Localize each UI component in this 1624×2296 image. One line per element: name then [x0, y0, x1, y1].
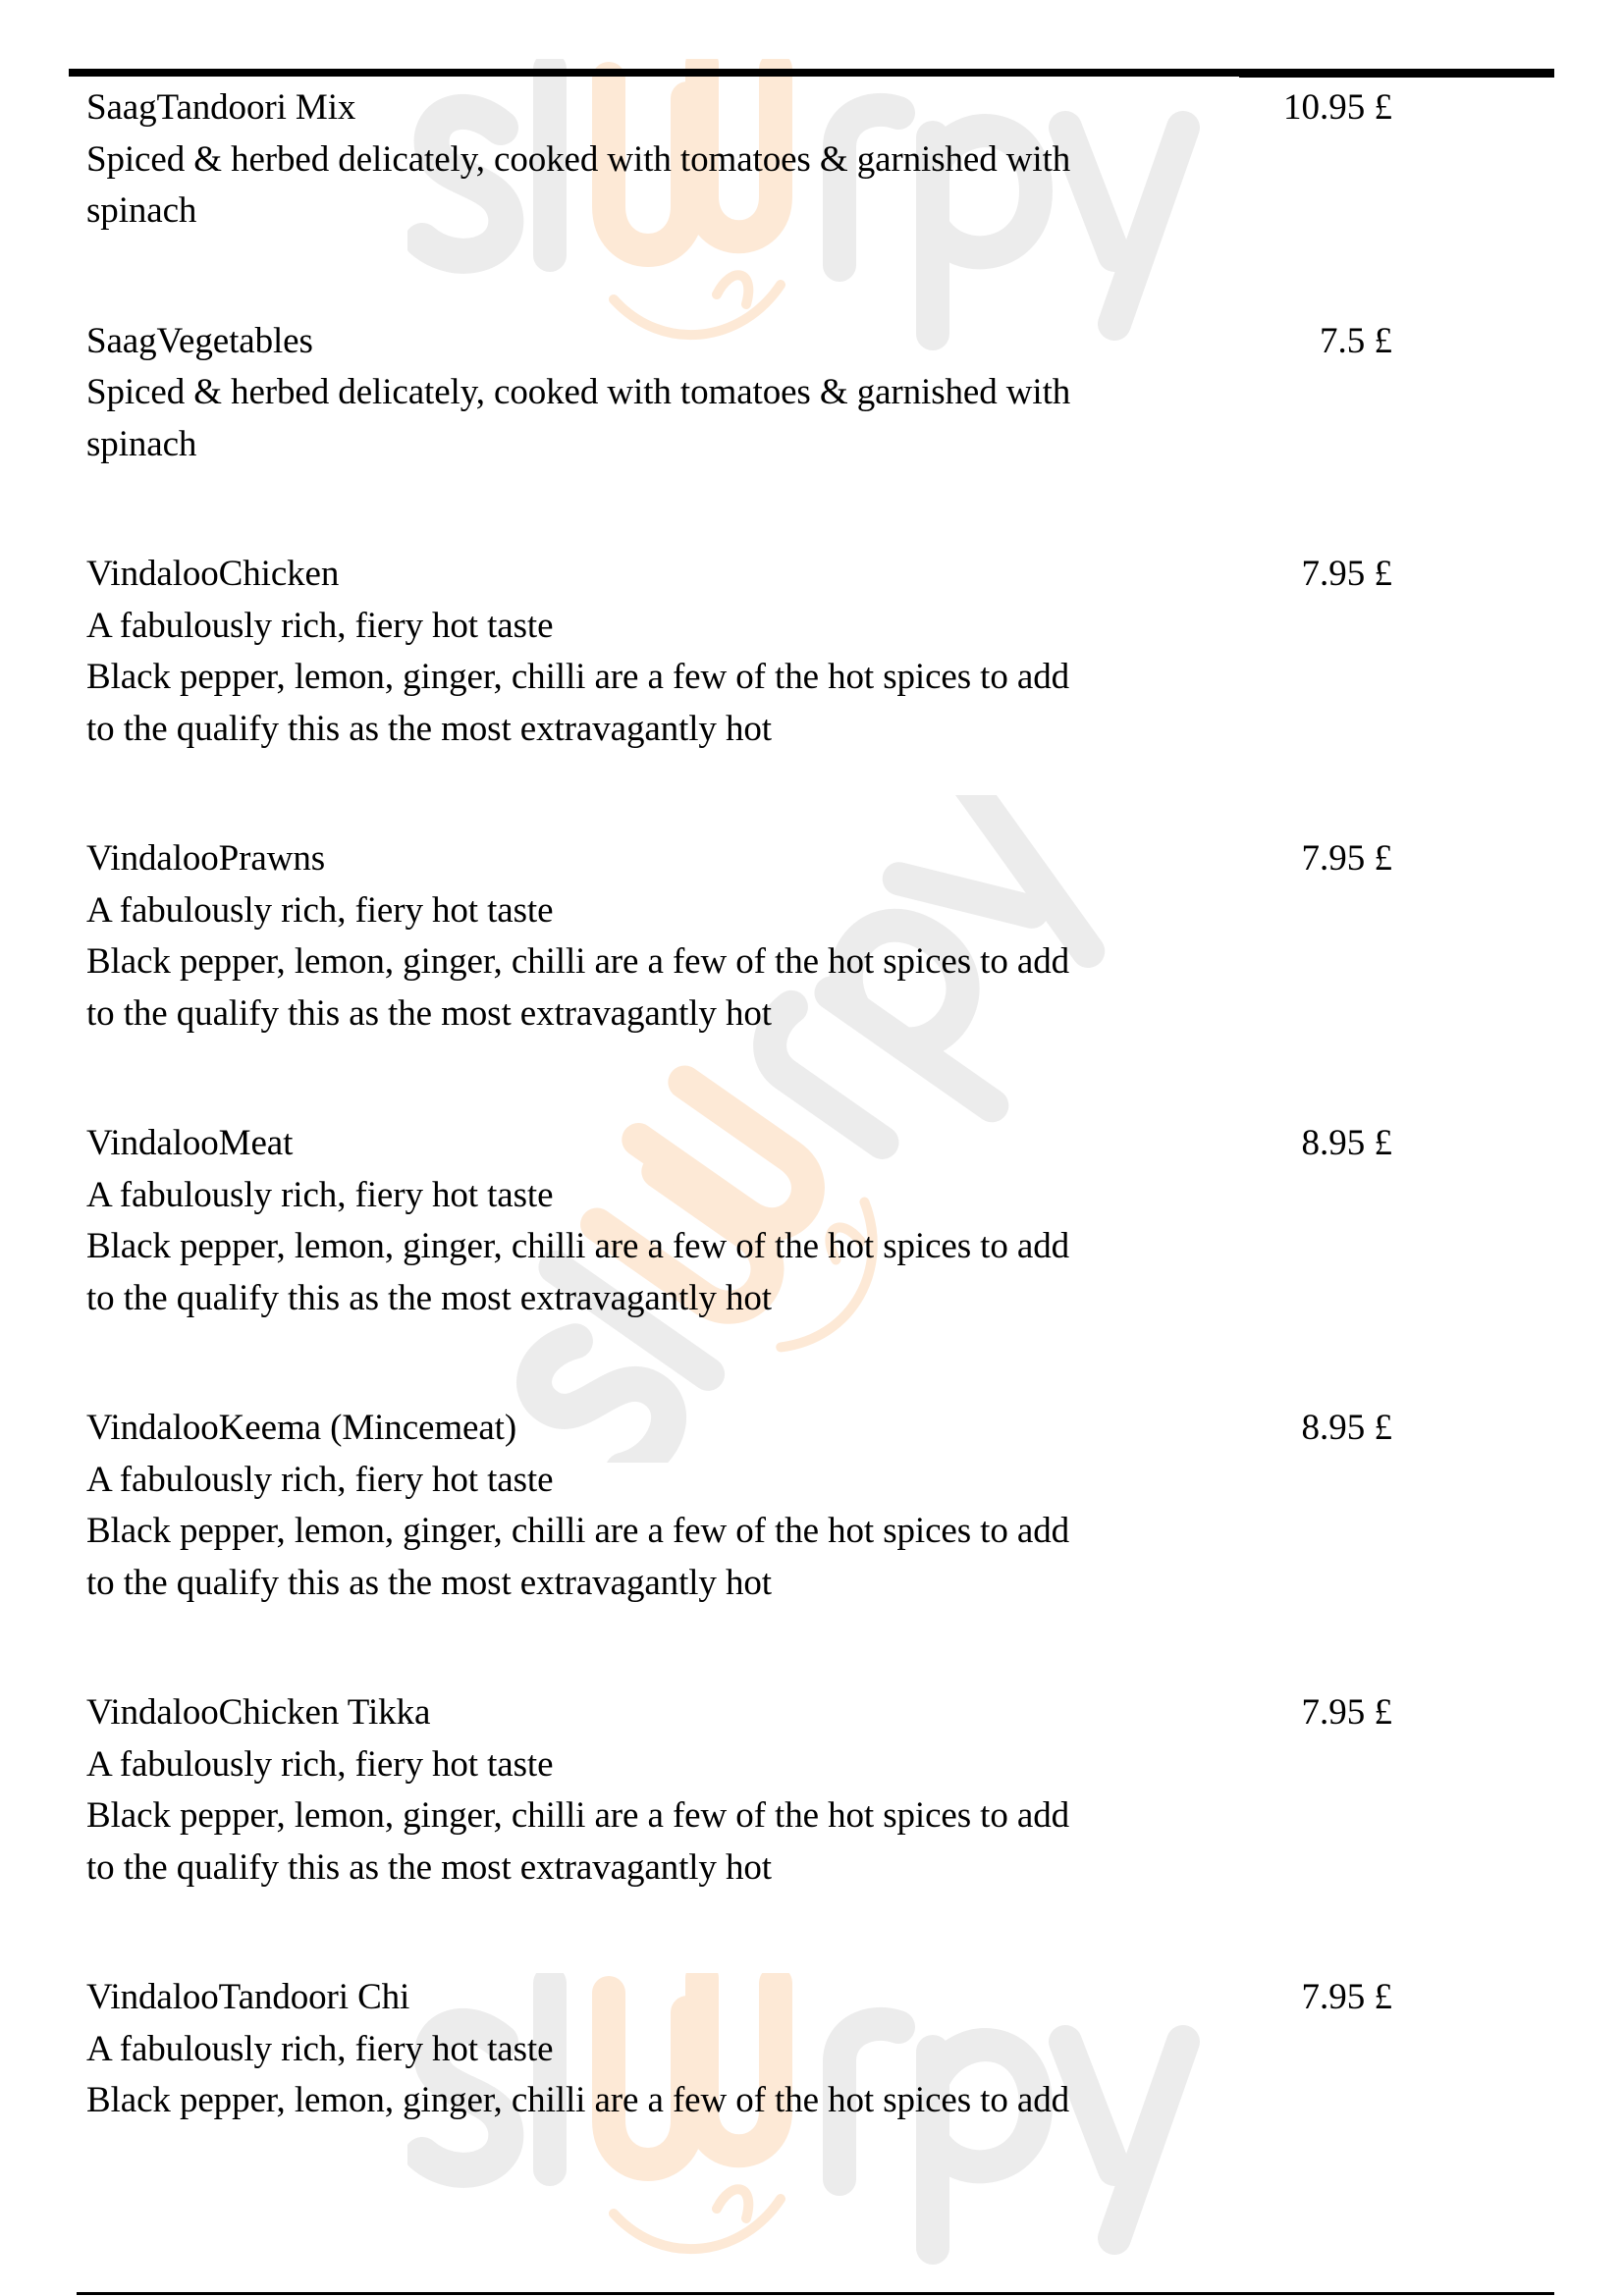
item-name: VindalooKeema (Mincemeat) [86, 1408, 517, 1448]
item-description: to the qualify this as the most extravagantly hot [86, 1562, 772, 1603]
item-name: VindalooTandoori Chi [86, 1977, 410, 2017]
item-description: Black pepper, lemon, ginger, chilli are a few of the hot spices to add [86, 657, 1070, 697]
item-price: 7.95 £ [1301, 1977, 1392, 2017]
item-price: 8.95 £ [1301, 1123, 1392, 1163]
item-description: Black pepper, lemon, ginger, chilli are a few of the hot spices to add [86, 941, 1070, 982]
menu-item [86, 1118, 1392, 1324]
menu-item [86, 833, 1392, 1040]
item-price: 7.95 £ [1301, 554, 1392, 594]
item-name: VindalooChicken Tikka [86, 1692, 431, 1733]
item-name: VindalooMeat [86, 1123, 294, 1163]
item-description: A fabulously rich, fiery hot taste [86, 889, 554, 931]
menu-item [86, 1403, 1392, 1609]
menu-item [86, 1687, 1392, 1894]
item-price: 10.95 £ [1283, 87, 1392, 128]
item-description: spinach [86, 190, 197, 231]
top-rule-right [1239, 69, 1554, 78]
item-description: spinach [86, 423, 197, 464]
item-description: A fabulously rich, fiery hot taste [86, 1459, 554, 1500]
item-description: Black pepper, lemon, ginger, chilli are a few of the hot spices to add [86, 2080, 1070, 2120]
item-price: 7.5 £ [1320, 320, 1392, 361]
item-price: 7.95 £ [1301, 838, 1392, 879]
item-description: Black pepper, lemon, ginger, chilli are a few of the hot spices to add [86, 1226, 1070, 1266]
item-price: 8.95 £ [1301, 1408, 1392, 1448]
item-name: VindalooPrawns [86, 838, 326, 879]
bottom-rule [77, 2292, 1554, 2295]
menu-item [86, 549, 1392, 755]
menu-list [86, 82, 1392, 2206]
item-description: Black pepper, lemon, ginger, chilli are a few of the hot spices to add [86, 1511, 1070, 1551]
menu-item [86, 1972, 1392, 2127]
item-price: 7.95 £ [1301, 1692, 1392, 1733]
item-description: to the qualify this as the most extravagantly hot [86, 1846, 772, 1888]
item-description: A fabulously rich, fiery hot taste [86, 2028, 554, 2069]
item-description: Black pepper, lemon, ginger, chilli are a few of the hot spices to add [86, 1795, 1070, 1836]
top-rule-left [69, 69, 1243, 77]
item-description: Spiced & herbed delicately, cooked with tomatoes & garnished with [86, 138, 1071, 180]
item-description: A fabulously rich, fiery hot taste [86, 605, 554, 646]
item-description: A fabulously rich, fiery hot taste [86, 1174, 554, 1215]
item-description: A fabulously rich, fiery hot taste [86, 1743, 554, 1785]
menu-item [86, 316, 1392, 471]
item-name: SaagVegetables [86, 320, 313, 361]
item-description: to the qualify this as the most extravagantly hot [86, 708, 772, 749]
menu-item [86, 82, 1392, 238]
item-name: SaagTandoori Mix [86, 87, 356, 128]
item-name: VindalooChicken [86, 554, 340, 594]
item-description: Spiced & herbed delicately, cooked with tomatoes & garnished with [86, 372, 1071, 412]
item-description: to the qualify this as the most extravagantly hot [86, 992, 772, 1034]
item-description: to the qualify this as the most extravagantly hot [86, 1277, 772, 1318]
